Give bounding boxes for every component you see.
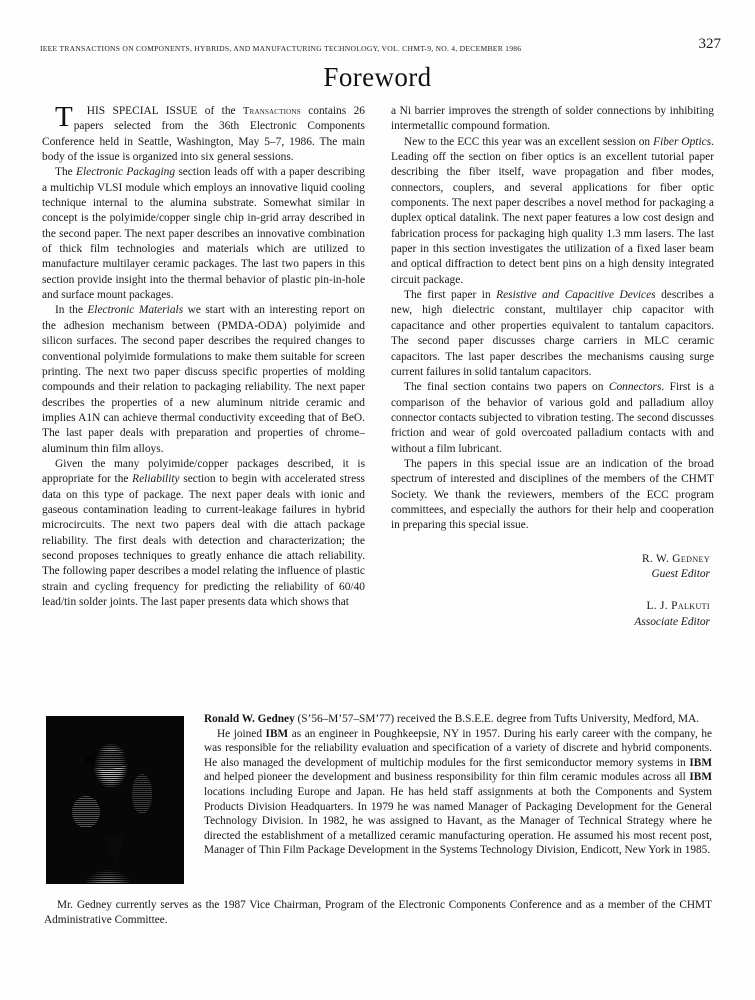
paragraph-intro-text-b: contains 26 papers selected from the 36th Electronic Components Conference held in Seattle, Washington, May 5–7, 1986. The main body of the issue is organized into six general sessions. (42, 105, 365, 164)
section-title-electronic-packaging: Electronic Packaging (76, 166, 176, 179)
para-fo-body: . Leading off the section on fiber optics is an excellent tutorial paper describing the fiber itself, wave propagation and fiber modes, connectors, couplers, and several applications for fiber optic components. The next paper describes a novel method for packaging a duplex optical datalink. The next paper features a low cost design and fabrication process for packaging high quality 1.3 mm lasers. The last paper in this section investigates the utilization of a fixed laser beam and optical diffraction to detect bent pins on a high density integrated circuit package. (391, 135, 714, 286)
para-fo-lead: New to the ECC this year was an excellent session on (404, 135, 654, 148)
para2-lead: The (55, 166, 77, 179)
transactions-smallcaps: Transactions (243, 106, 301, 117)
paragraph-acknowledgments: The papers in this special issue are an indication of the broad spectrum of interested and disciplines of the members of the CHMT Society. We thank the reviewers, members of the ECC program committees, and especially the authors for their help and cooperation in preparing this special issue. (391, 457, 714, 532)
para-rc-body: describes a new, high dielectric constant, multilayer chip capacitor with capacitance and other properties equivalent to tantalum capacitors. The second paper discusses charge carriers in MLC ceramic capacitors. The last paper describes the mechanisms causing surge current failures in solid tantalum capacitors. (391, 289, 714, 378)
para3-lead: In the (55, 304, 88, 317)
paragraph-fiber-optics (391, 135, 714, 288)
signature-initials-1: R. W. (641, 552, 673, 565)
signature-lastname-1: Gedney (672, 552, 710, 565)
paragraph-electronic-packaging (42, 165, 365, 303)
running-head: IEEE TRANSACTIONS ON COMPONENTS, HYBRIDS, AND MANUFACTURING TECHNOLOGY, VOL. CHMT-9, NO. 4, DECEMBER 1986 (40, 44, 522, 53)
paragraph-intro (42, 101, 365, 165)
biography-paragraph-1 (204, 712, 712, 727)
biography-tail (44, 898, 712, 927)
paragraph-intro-text-a: HIS SPECIAL ISSUE of the (86, 105, 244, 117)
paragraph-electronic-materials (42, 303, 365, 456)
section-title-resistive-capacitive-devices: Resistive and Capacitive Devices (496, 289, 656, 302)
bio-ibm-2: IBM (689, 756, 712, 769)
page-number: 327 (698, 36, 721, 52)
signature-name-guest-editor (391, 552, 710, 567)
section-title-fiber-optics: Fiber Optics (653, 135, 712, 148)
signature-role-associate-editor: Associate Editor (634, 615, 710, 628)
bio-ibm-1: IBM (265, 727, 289, 740)
paragraph-reliability (42, 457, 365, 610)
bio-p2-a: He joined (217, 727, 266, 740)
signature-lastname-2: Palkuti (671, 600, 710, 613)
page-title: Foreword (323, 62, 432, 92)
paragraph-resistive-capacitive (391, 288, 714, 380)
left-column (42, 101, 365, 630)
biography-name: Ronald W. Gedney (204, 713, 295, 725)
bio-p2-d: locations including Europe and Japan. He has held staff assignments at both the Components and System Products Division Headquarters. In 1979 he was named Manager of Packaging Development for the General Technology Division. In 1982, he was assigned to Havant, as the Manager of Technical Strategy where he directed the establishment of a metallized ceramic manufacturing operation. He assumed his most recent post, Manager of Thin Film Package Development in the Systems Technology Division, Endicott, New York in 1985. (204, 785, 712, 857)
para4-lead: Given the many polyimide/copper packages described, it is appropriate for the (42, 457, 365, 486)
body-columns (42, 101, 714, 630)
para-cn-lead: The final section contains two papers on (404, 381, 609, 394)
biography-paragraph-2 (204, 727, 712, 858)
signature-initials-2: L. J. (646, 600, 672, 613)
section-title-electronic-materials: Electronic Materials (87, 304, 184, 317)
right-column (391, 104, 714, 630)
para4-body: section to begin with accelerated stress data on this type of package. The next paper deals with ionic and gaseous contamination leading to current-leakage failures in hybrid microcircuits. The next two papers deal with die attach package reliability. The first deals with detection and characterization; the second proposes techniques to greatly enhance die attach reliability. The following paper describes a model relating the influence of plastic strain and cycling frequency for predicting the reliability of 60/40 lead/tin solder joints. The last paper presents data which shows that (42, 473, 365, 608)
para-cn-body: . First is a comparison of the behavior of various gold and palladium alloy connector contacts subjected to vibration testing. The second discusses friction and wear of gold overcoated palladium contacts with and without a film lubricant. (391, 381, 714, 455)
signature-block (391, 552, 714, 631)
biography-text (204, 712, 712, 858)
para3-body: we start with an interesting report on the adhesion mechanism between (PMDA-ODA) polyimide and silicon surfaces. The second paper describes the required changes to conventional polyimide formulations to make them suitable for screen printing. The next two paper discuss specific properties of molding compounds and their relation to packaging reliability. The next paper describes the properties of a new aluminum nitride ceramic and implies A1N can achieve thermal conductivity exceeding that of BeO. The last paper deals with preparation and properties of chrome–aluminum thin film alloys. (42, 304, 365, 455)
signature-name-associate-editor (391, 599, 710, 614)
paragraph-continuation: a Ni barrier improves the strength of solder connections by inhibiting intermetallic compound formation. (391, 105, 714, 133)
portrait-photo (46, 716, 184, 884)
biography-section (44, 712, 712, 858)
paragraph-connectors (391, 380, 714, 457)
signature-spacer (391, 582, 710, 599)
para2-body: section leads off with a paper describing a multichip VLSI module which employs an innovative liquid cooling technique internal to the alumina substrate. Somewhat similar in concept is the polyimide/copper single chip in-grid array described in the second paper. The next paper describes an innovative combination of thick film technologies and materials which are utilized to manufacture multilayer ceramic packages. The last two papers in this section provide insight into the thermal behavior of plastic pin-in-hole and surface mount packages. (42, 166, 365, 302)
drop-cap-letter: T (55, 101, 73, 133)
signature-role-guest-editor: Guest Editor (651, 568, 710, 581)
bio-p2-b: as an engineer in Poughkeepsie, NY in 1957. During his early career with the company, he was responsible for the reliability evaluation and specification of a variety of discrete and hybrid components. He also managed the development of multichip modules for the first semiconductor memory systems in (204, 727, 712, 769)
section-title-reliability: Reliability (132, 473, 180, 486)
para-rc-lead: The first paper in (404, 289, 497, 302)
bio-ibm-3: IBM (689, 771, 712, 784)
biography-membership: (S’56–M’57–SM’77) received the B.S.E.E. degree from Tufts University, Medford, MA. (294, 713, 700, 725)
biography-paragraph-3: Mr. Gedney currently serves as the 1987 Vice Chairman, Program of the Electronic Components Conference and as a member of the CHMT Administrative Committee. (44, 899, 712, 926)
portrait-halftone-image (46, 716, 184, 884)
bio-p2-c: and helped pioneer the development and business responsibility for thin film ceramic modules across all (204, 771, 690, 784)
section-title-connectors: Connectors (608, 381, 662, 394)
